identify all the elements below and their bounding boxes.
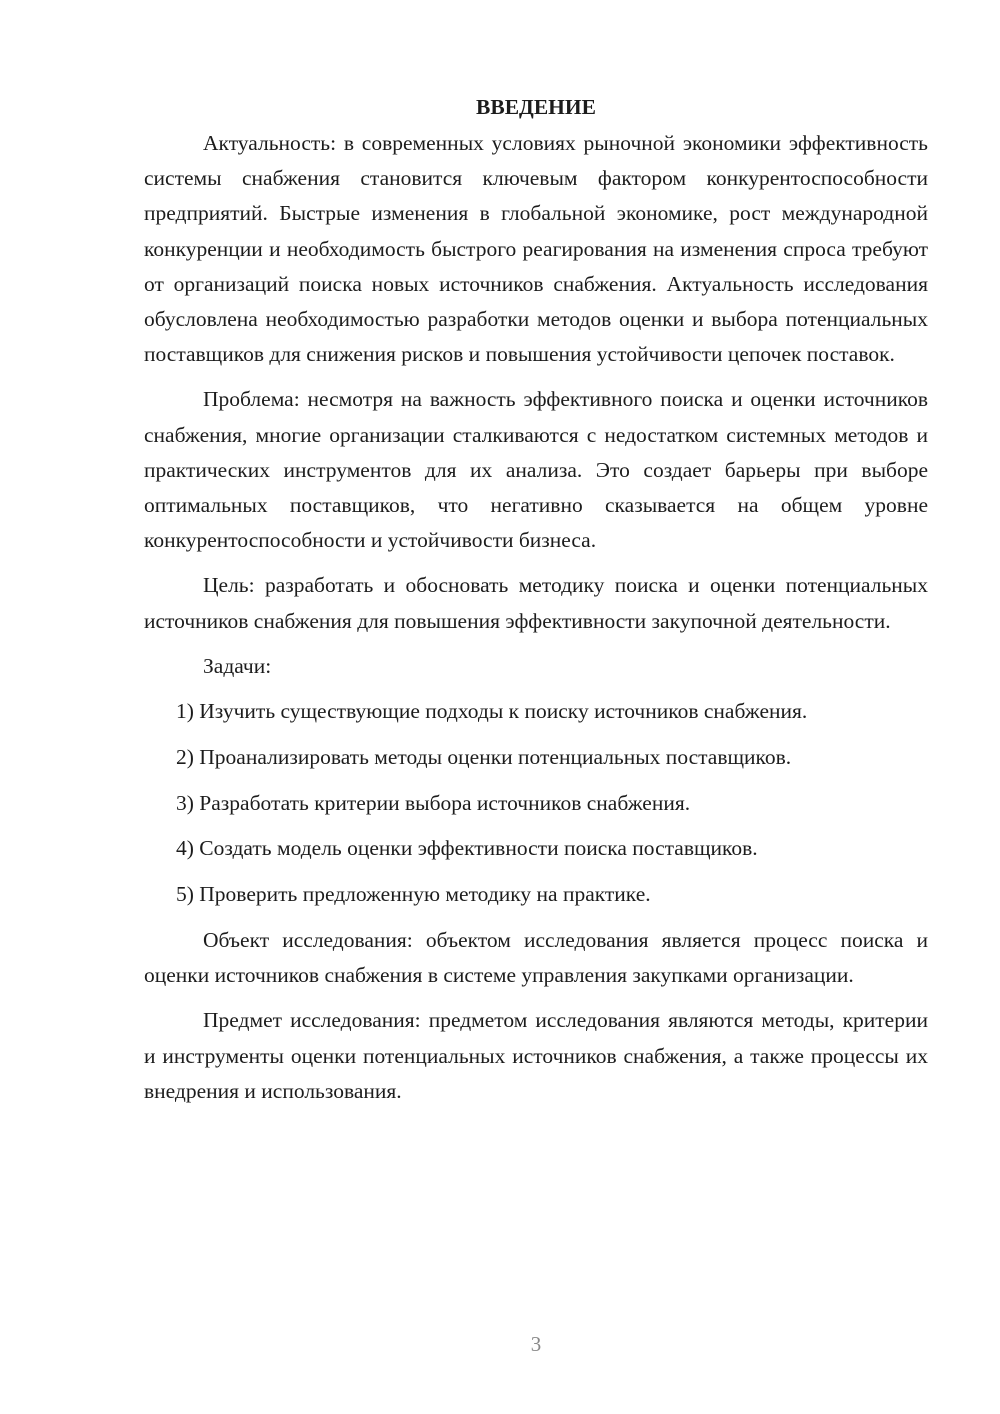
task-item: 1) Изучить существующие подходы к поиску источников снабжения. [176, 699, 808, 724]
task-item: 2) Проанализировать методы оценки потенциальных поставщиков. [176, 744, 792, 769]
tasks-heading: Задачи: [203, 653, 272, 678]
task-item: 3) Разработать критерии выбора источников снабжения. [176, 790, 691, 815]
paragraph-problem: Проблема: несмотря на важность эффективного поиска и оценки источников снабжения, многие организации сталкиваются с недостатком системных методов и практических инструментов для их анализа. Это создает барьеры при выборе оптимальных поставщиков, что негативно сказывается на общем уровне конкурентоспособности и устойчивости бизнеса. [144, 387, 928, 553]
paragraph-relevance: Актуальность: в современных условиях рыночной экономики эффективность системы снабжения становится ключевым фактором конкурентоспособности предприятий. Быстрые изменения в глобальной экономике, рост международной конкуренции и необходимость быстрого реагирования на изменения спроса требуют от организаций поиска новых источников снабжения. Актуальность исследования обусловлена необходимостью разработки методов оценки и выбора потенциальных поставщиков для снижения рисков и повышения устойчивости цепочек поставок. [144, 131, 928, 367]
task-item: 4) Создать модель оценки эффективности поиска поставщиков. [176, 836, 758, 861]
paragraph-object: Объект исследования: объектом исследования является процесс поиска и оценки источников снабжения в системе управления закупками организации. [144, 928, 928, 988]
page-number: 3 [530, 1332, 542, 1356]
tasks-list [144, 694, 928, 912]
document-page [144, 90, 928, 1119]
task-item: 5) Проверить предложенную методику на практике. [176, 882, 651, 907]
paragraph-subject: Предмет исследования: предметом исследования являются методы, критерии и инструменты оценки потенциальных источников снабжения, а также процессы их внедрения и использования. [144, 1008, 928, 1103]
section-title: ВВЕДЕНИЕ [476, 95, 596, 119]
paragraph-goal: Цель: разработать и обосновать методику поиска и оценки потенциальных источников снабжения для повышения эффективности закупочной деятельности. [144, 573, 928, 633]
